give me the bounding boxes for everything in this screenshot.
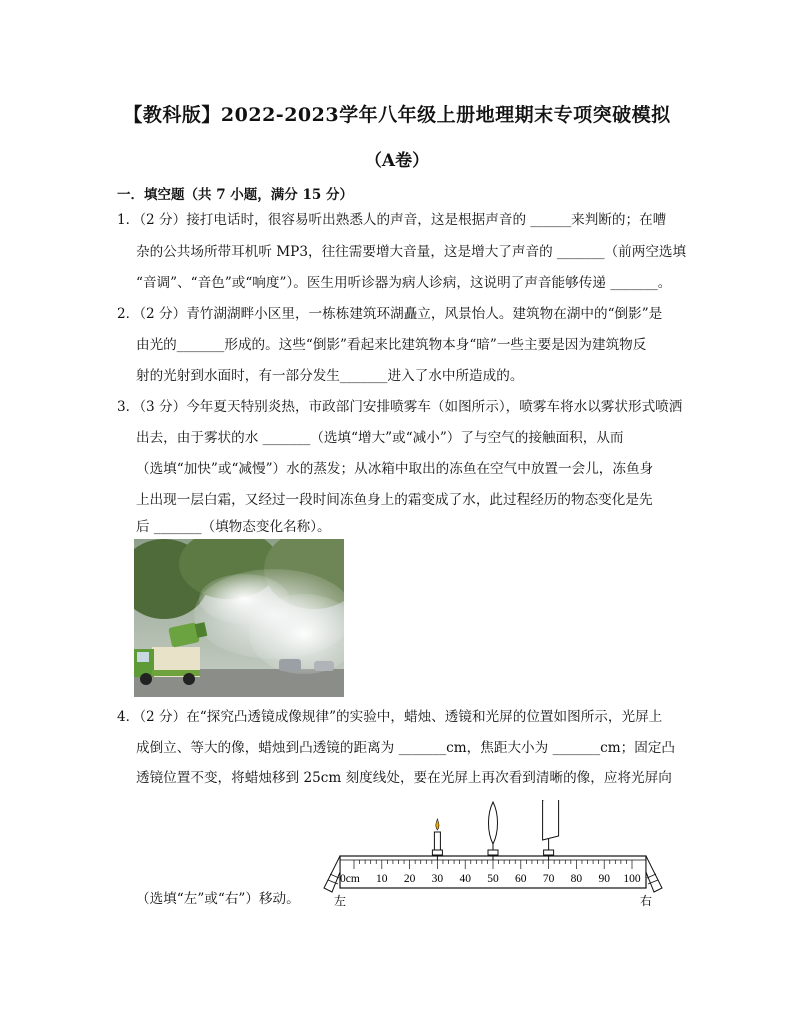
q3-line-1: 3．（3 分）今年夏天特别炎热，市政部门安排喷雾车（如图所示），喷雾车将水以雾状形式喷洒 xyxy=(117,399,683,415)
q2-line-2: 由光的_______形成的。这些“倒影”看起来比建筑物本身“暗”一些主要是因为建筑物反 xyxy=(136,337,647,353)
bench-tick-label: 0cm xyxy=(340,873,360,885)
q4-line-1: 4．（2 分）在“探究凸透镜成像规律”的实验中，蜡烛、透镜和光屏的位置如图所示，光屏上 xyxy=(117,709,663,725)
q3-line-5: 后 _______（填物态变化名称）。 xyxy=(136,519,331,535)
optical-bench-diagram xyxy=(320,800,666,910)
section-heading: 一．填空题（共 7 小题，满分 15 分） xyxy=(117,187,353,203)
page-title: 【教科版】2022-2023学年八年级上册地理期末专项突破模拟 xyxy=(123,104,671,126)
bench-left-label: 左 xyxy=(333,894,347,908)
candle-icon xyxy=(432,819,442,860)
bench-tick-label: 50 xyxy=(487,873,499,885)
q1-line-2: 杂的公共场所带耳机听 MP3，往往需要增大音量，这是增大了声音的 _______（前两空选填 xyxy=(136,244,687,260)
q1-line-3: “音调”、“音色”或“响度”）。医生用听诊器为病人诊病，这说明了声音能够传递 _______。 xyxy=(136,275,672,291)
bench-tick-label: 60 xyxy=(515,873,527,885)
q1-line-1: 1．（2 分）接打电话时，很容易听出熟悉人的声音，这是根据声音的 ______来判断的；在嘈 xyxy=(117,212,667,228)
q4-line-2: 成倒立、等大的像，蜡烛到凸透镜的距离为 _______cm，焦距大小为 _______cm；固定凸 xyxy=(136,740,676,756)
spray-truck-photo xyxy=(134,539,344,697)
bench-tick-label: 40 xyxy=(459,873,471,885)
bench-tick-label: 100 xyxy=(623,873,641,885)
q2-line-3: 射的光射到水面时，有一部分发生_______进入了水中所造成的。 xyxy=(136,368,524,384)
light-screen-icon xyxy=(543,800,559,860)
bench-tick-label: 80 xyxy=(570,873,583,885)
bench-tick-label: 20 xyxy=(403,873,416,885)
q4-line-4: （选填“左”或“右”）移动。 xyxy=(136,891,300,907)
q4-line-3: 透镜位置不变，将蜡烛移到 25cm 刻度线处，要在光屏上再次看到清晰的像，应将光屏向 xyxy=(136,770,672,786)
bench-tick-label: 30 xyxy=(431,873,444,885)
q2-line-1: 2．（2 分）青竹湖湖畔小区里，一栋栋建筑环湖矗立，风景怡人。建筑物在湖中的“倒影”是 xyxy=(117,306,663,322)
bench-tick-label: 90 xyxy=(598,873,610,885)
page-subtitle: （A卷） xyxy=(364,151,430,171)
q3-line-3: （选填“加快”或“减慢”）水的蒸发；从冰箱中取出的冻鱼在空气中放置一会儿，冻鱼身 xyxy=(136,461,654,477)
convex-lens-icon xyxy=(488,802,498,860)
bench-tick-label: 70 xyxy=(542,873,555,885)
bench-right-label: 右 xyxy=(639,894,653,908)
q3-line-2: 出去，由于雾状的水 _______（选填“增大”或“减小”）了与空气的接触面积，从而 xyxy=(136,430,624,446)
bench-tick-label: 10 xyxy=(376,873,388,885)
q3-line-4: 上出现一层白霜，又经过一段时间冻鱼身上的霜变成了水，此过程经历的物态变化是先 xyxy=(136,492,653,508)
bench-right-leg xyxy=(646,856,662,892)
bench-left-leg xyxy=(324,856,340,892)
